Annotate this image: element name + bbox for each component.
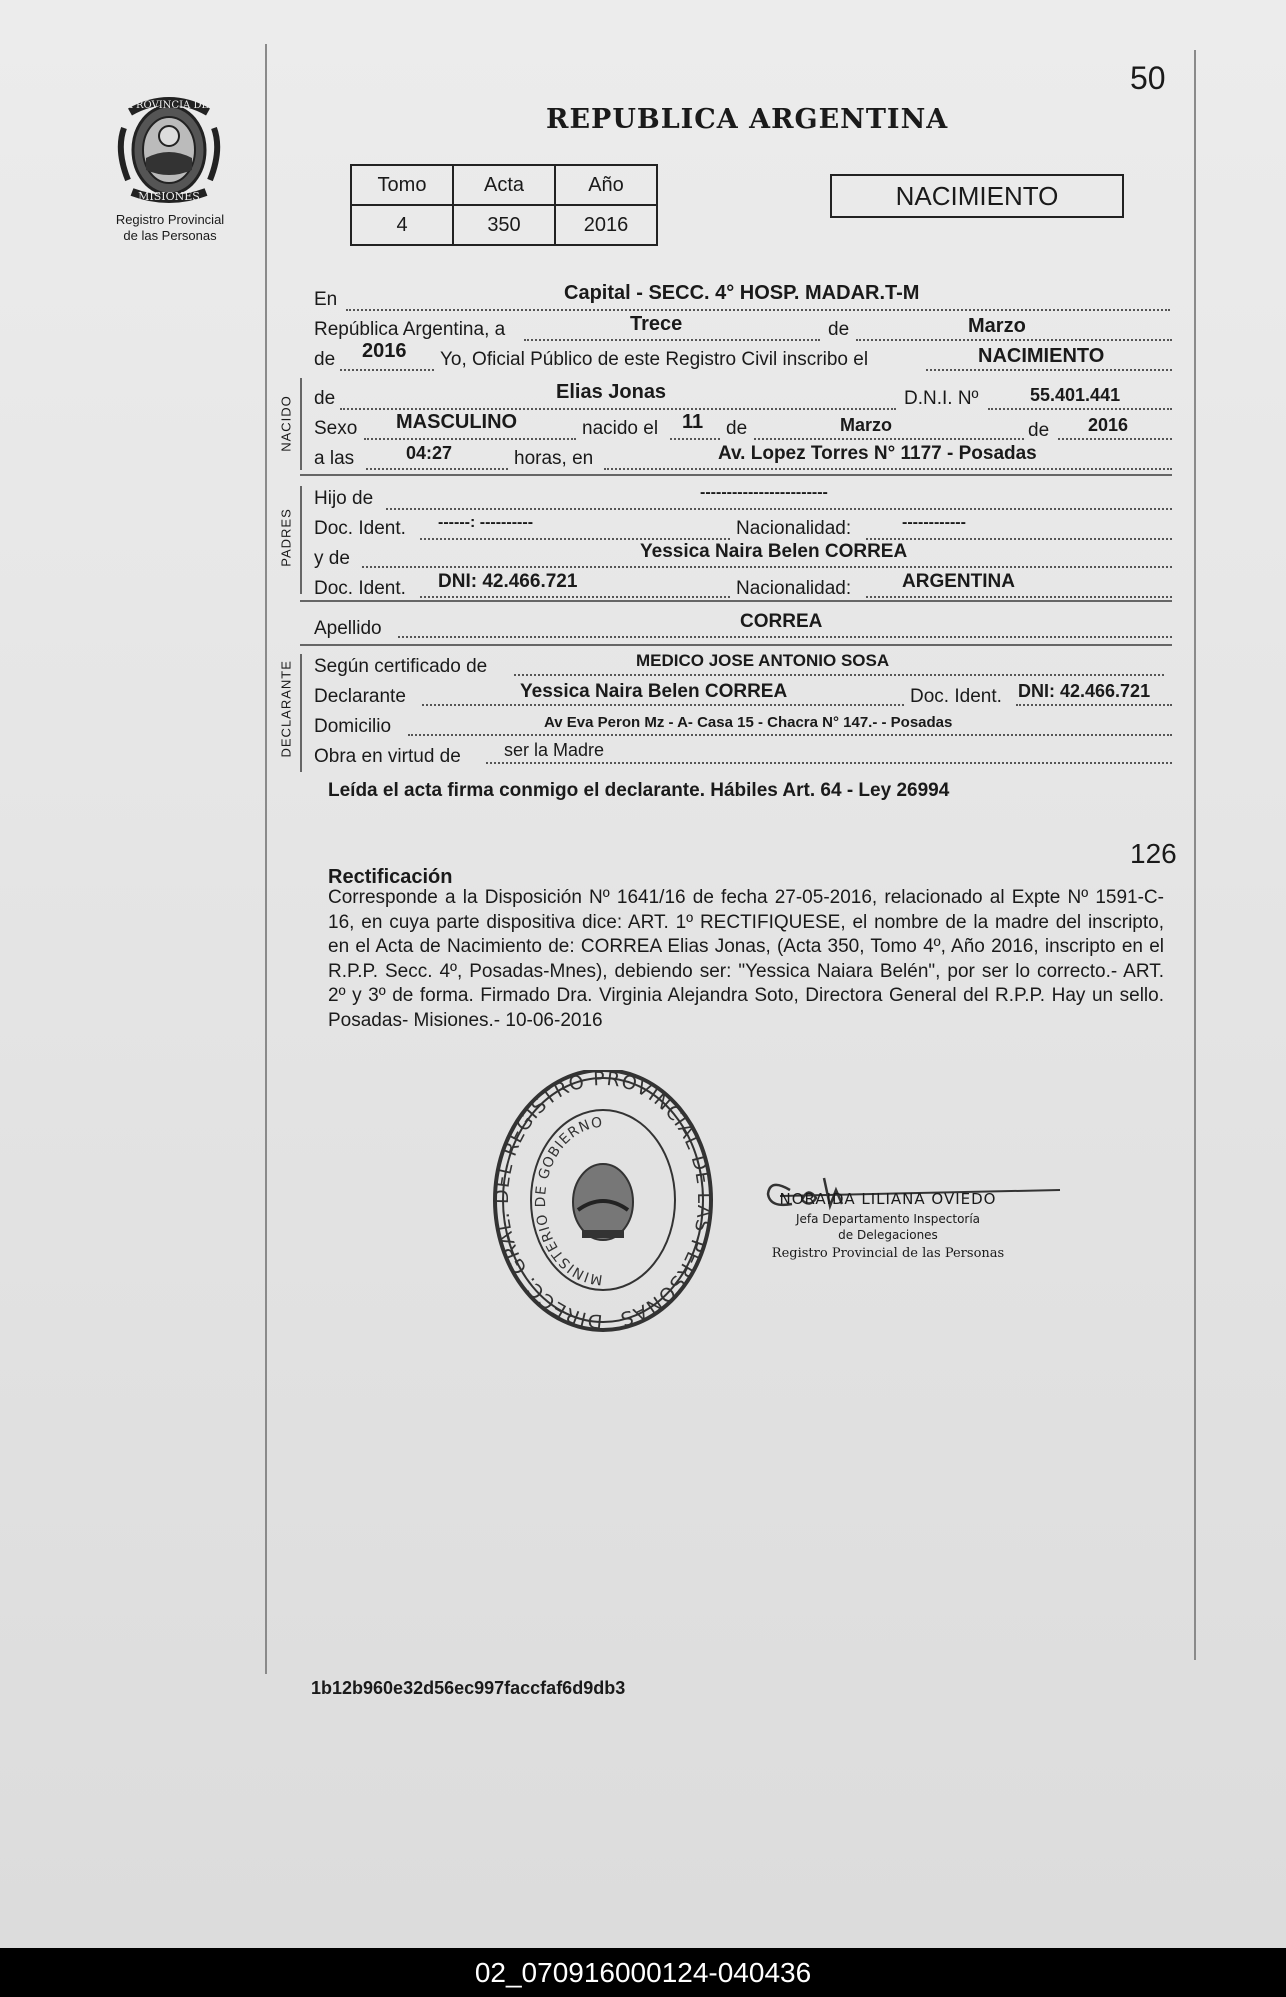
nacido-section-bar	[300, 378, 302, 470]
de-label: de	[726, 418, 748, 439]
signer-role: de Delegaciones	[838, 1228, 938, 1242]
dotted-line	[340, 408, 896, 410]
record-table-cell: 2016	[555, 205, 657, 245]
domicilio-value: Av Eva Peron Mz - A- Casa 15 - Chacra N° 147.- - Posadas	[544, 714, 953, 731]
nacionalidad-label: Nacionalidad:	[736, 518, 852, 539]
rectificacion-count: 126	[1130, 838, 1177, 869]
mother-nationality-value: ARGENTINA	[902, 571, 1015, 592]
dotted-line	[670, 438, 720, 440]
father-nationality-value: ------------	[902, 514, 966, 531]
record-table-cell: 4	[351, 205, 453, 245]
obra-label: Obra en virtud de	[314, 746, 461, 767]
dotted-line	[420, 538, 730, 540]
doc-ident-label: Doc. Ident.	[314, 578, 406, 599]
year-value: 2016	[362, 340, 407, 362]
de-label: de	[314, 349, 336, 370]
section-divider	[300, 474, 1172, 476]
obra-value: ser la Madre	[504, 740, 605, 760]
record-table	[350, 164, 658, 246]
nacionalidad-label: Nacionalidad:	[736, 578, 852, 599]
dotted-line	[362, 566, 1172, 568]
section-divider	[300, 600, 1172, 602]
birth-day-value: 11	[682, 411, 704, 433]
rectificacion-text: Corresponde a la Disposición Nº 1641/16 de fecha 27-05-2016, relacionado al Expte Nº 1591-C-16, en cuya parte dispositiva dice: ART. 1º RECTIFIQUESE, el nombre de la madre del inscripto, en el Acta de Nacimiento de: CORREA Elias Jonas, (Acta 350, Tomo 4º, Año 2016, inscripto en el R.P.P. Secc. 4º, Posadas-Mnes), debiendo ser: "Yessica Naiara Belén", por ser lo correcto.- ART. 2º y 3º de forma. Firmado Dra. Virginia Alejandra Soto, Directora General del R.P.P. Hay un sello. Posadas- Misiones.- 10-06-2016	[328, 887, 1164, 1031]
dotted-line	[386, 508, 1172, 510]
doc-ident-label: Doc. Ident.	[314, 518, 406, 539]
nacido-el-label: nacido el	[582, 418, 659, 439]
dotted-line	[866, 538, 1172, 540]
signer-org: Registro Provincial de las Personas	[771, 1246, 1005, 1261]
dotted-line	[866, 596, 1172, 598]
domicilio-label: Domicilio	[314, 716, 392, 737]
dni-label: D.N.I. Nº	[904, 388, 979, 409]
y-de-label: y de	[314, 548, 350, 569]
sexo-label: Sexo	[314, 418, 358, 439]
birth-time-value: 04:27	[406, 443, 453, 463]
dotted-line	[754, 438, 1024, 440]
dotted-line	[988, 408, 1172, 410]
dotted-line	[1016, 704, 1172, 706]
record-table-value-row	[351, 205, 657, 245]
month-value: Marzo	[968, 315, 1026, 337]
de-label: de	[314, 388, 336, 409]
dotted-line	[422, 704, 904, 706]
horas-label: horas, en	[514, 448, 594, 469]
certificado-value: MEDICO JOSE ANTONIO SOSA	[636, 651, 890, 670]
child-name-value: Elias Jonas	[556, 381, 667, 403]
dotted-line	[856, 339, 1172, 341]
issuer-name	[90, 212, 250, 244]
birth-place-value: Av. Lopez Torres N° 1177 - Posadas	[718, 443, 1037, 464]
signer-role: Jefa Departamento Inspectoría	[795, 1212, 981, 1226]
de-label: de	[828, 319, 850, 340]
dotted-line	[346, 309, 1170, 311]
mother-doc-value: DNI: 42.466.721	[438, 571, 578, 592]
right-margin-line	[1194, 50, 1196, 1660]
signer-name: NORAIDA LILIANA OVIEDO	[779, 1190, 997, 1208]
apellido-label: Apellido	[314, 618, 382, 639]
father-doc-value: ------: ----------	[438, 514, 534, 531]
declarante-section-bar	[300, 654, 302, 772]
dotted-line	[408, 734, 1172, 736]
svg-text:PROVINCIA DE: PROVINCIA DE	[129, 100, 209, 111]
document-hash: 1b12b960e32d56ec997faccfaf6d9db3	[311, 1678, 626, 1698]
issuer-name-line2: de las Personas	[123, 228, 217, 243]
oficial-text: Yo, Oficial Público de este Registro Civil inscribo el	[440, 349, 869, 370]
de-label: de	[1028, 420, 1050, 441]
declarante-section-label: DECLARANTE	[278, 660, 294, 758]
declarante-doc-value: DNI: 42.466.721	[1018, 681, 1151, 701]
declarante-value: Yessica Naira Belen CORREA	[520, 681, 788, 702]
sexo-value: MASCULINO	[396, 411, 518, 433]
dotted-line	[514, 674, 1164, 676]
dni-value: 55.401.441	[1030, 385, 1121, 405]
birth-month-value: Marzo	[840, 415, 893, 435]
alas-label: a las	[314, 448, 355, 469]
dotted-line	[398, 636, 1172, 638]
padres-section-label: PADRES	[278, 508, 294, 567]
mother-name-value: Yessica Naira Belen CORREA	[640, 541, 908, 562]
declarante-label: Declarante	[314, 686, 406, 707]
dotted-line	[366, 468, 508, 470]
section-divider	[300, 644, 1172, 646]
footer-code: 02_070916000124-040436	[0, 1948, 1286, 1997]
record-table-header: Año	[555, 165, 657, 205]
closing-statement: Leída el acta firma conmigo el declarante. Hábiles Art. 64 - Ley 26994	[328, 780, 950, 801]
dotted-line	[1058, 438, 1172, 440]
father-value: ------------------------	[700, 484, 828, 501]
dotted-line	[364, 438, 576, 440]
province-emblem-icon	[110, 88, 228, 206]
dotted-line	[604, 468, 1172, 470]
dotted-line	[926, 369, 1172, 371]
record-table-header: Tomo	[351, 165, 453, 205]
day-value: Trece	[630, 313, 683, 335]
record-table-header-row	[351, 165, 657, 205]
place-value: Capital - SECC. 4° HOSP. MADAR.T-M	[564, 282, 920, 304]
birth-year-value: 2016	[1088, 415, 1129, 435]
dotted-line	[420, 596, 730, 598]
page-number: 50	[1130, 60, 1166, 96]
republica-label: República Argentina, a	[314, 319, 506, 340]
en-label: En	[314, 289, 338, 310]
svg-text:MINISTERIO DE GOBIERNO: MINISTERIO DE GOBIERNO	[533, 1114, 605, 1288]
apellido-value: CORREA	[740, 611, 823, 632]
record-type-box: NACIMIENTO	[830, 174, 1124, 218]
svg-text:DIRECC. GRAL. DEL REGISTRO PRO: DIRECC. GRAL. DEL REGISTRO PROVINCIAL DE LAS PERSONAS	[490, 1070, 716, 1333]
dotted-line	[524, 339, 820, 341]
certificado-label: Según certificado de	[314, 656, 488, 677]
record-table-header: Acta	[453, 165, 555, 205]
left-margin-line	[265, 44, 267, 1674]
padres-section-bar	[300, 486, 302, 594]
dotted-line	[486, 762, 1172, 764]
issuer-name-line1: Registro Provincial	[115, 212, 225, 227]
document-title: REPUBLICA ARGENTINA	[546, 104, 949, 135]
hijo-label: Hijo de	[314, 488, 374, 509]
nacido-section-label: NACIDO	[278, 395, 294, 452]
inscribo-value: NACIMIENTO	[978, 345, 1105, 367]
doc-ident-label: Doc. Ident.	[910, 686, 1002, 707]
svg-text:MISIONES: MISIONES	[138, 190, 200, 203]
official-seal-icon	[490, 1070, 716, 1340]
rectificacion-title: Rectificación	[328, 866, 453, 888]
record-table-cell: 350	[453, 205, 555, 245]
dotted-line	[340, 369, 434, 371]
